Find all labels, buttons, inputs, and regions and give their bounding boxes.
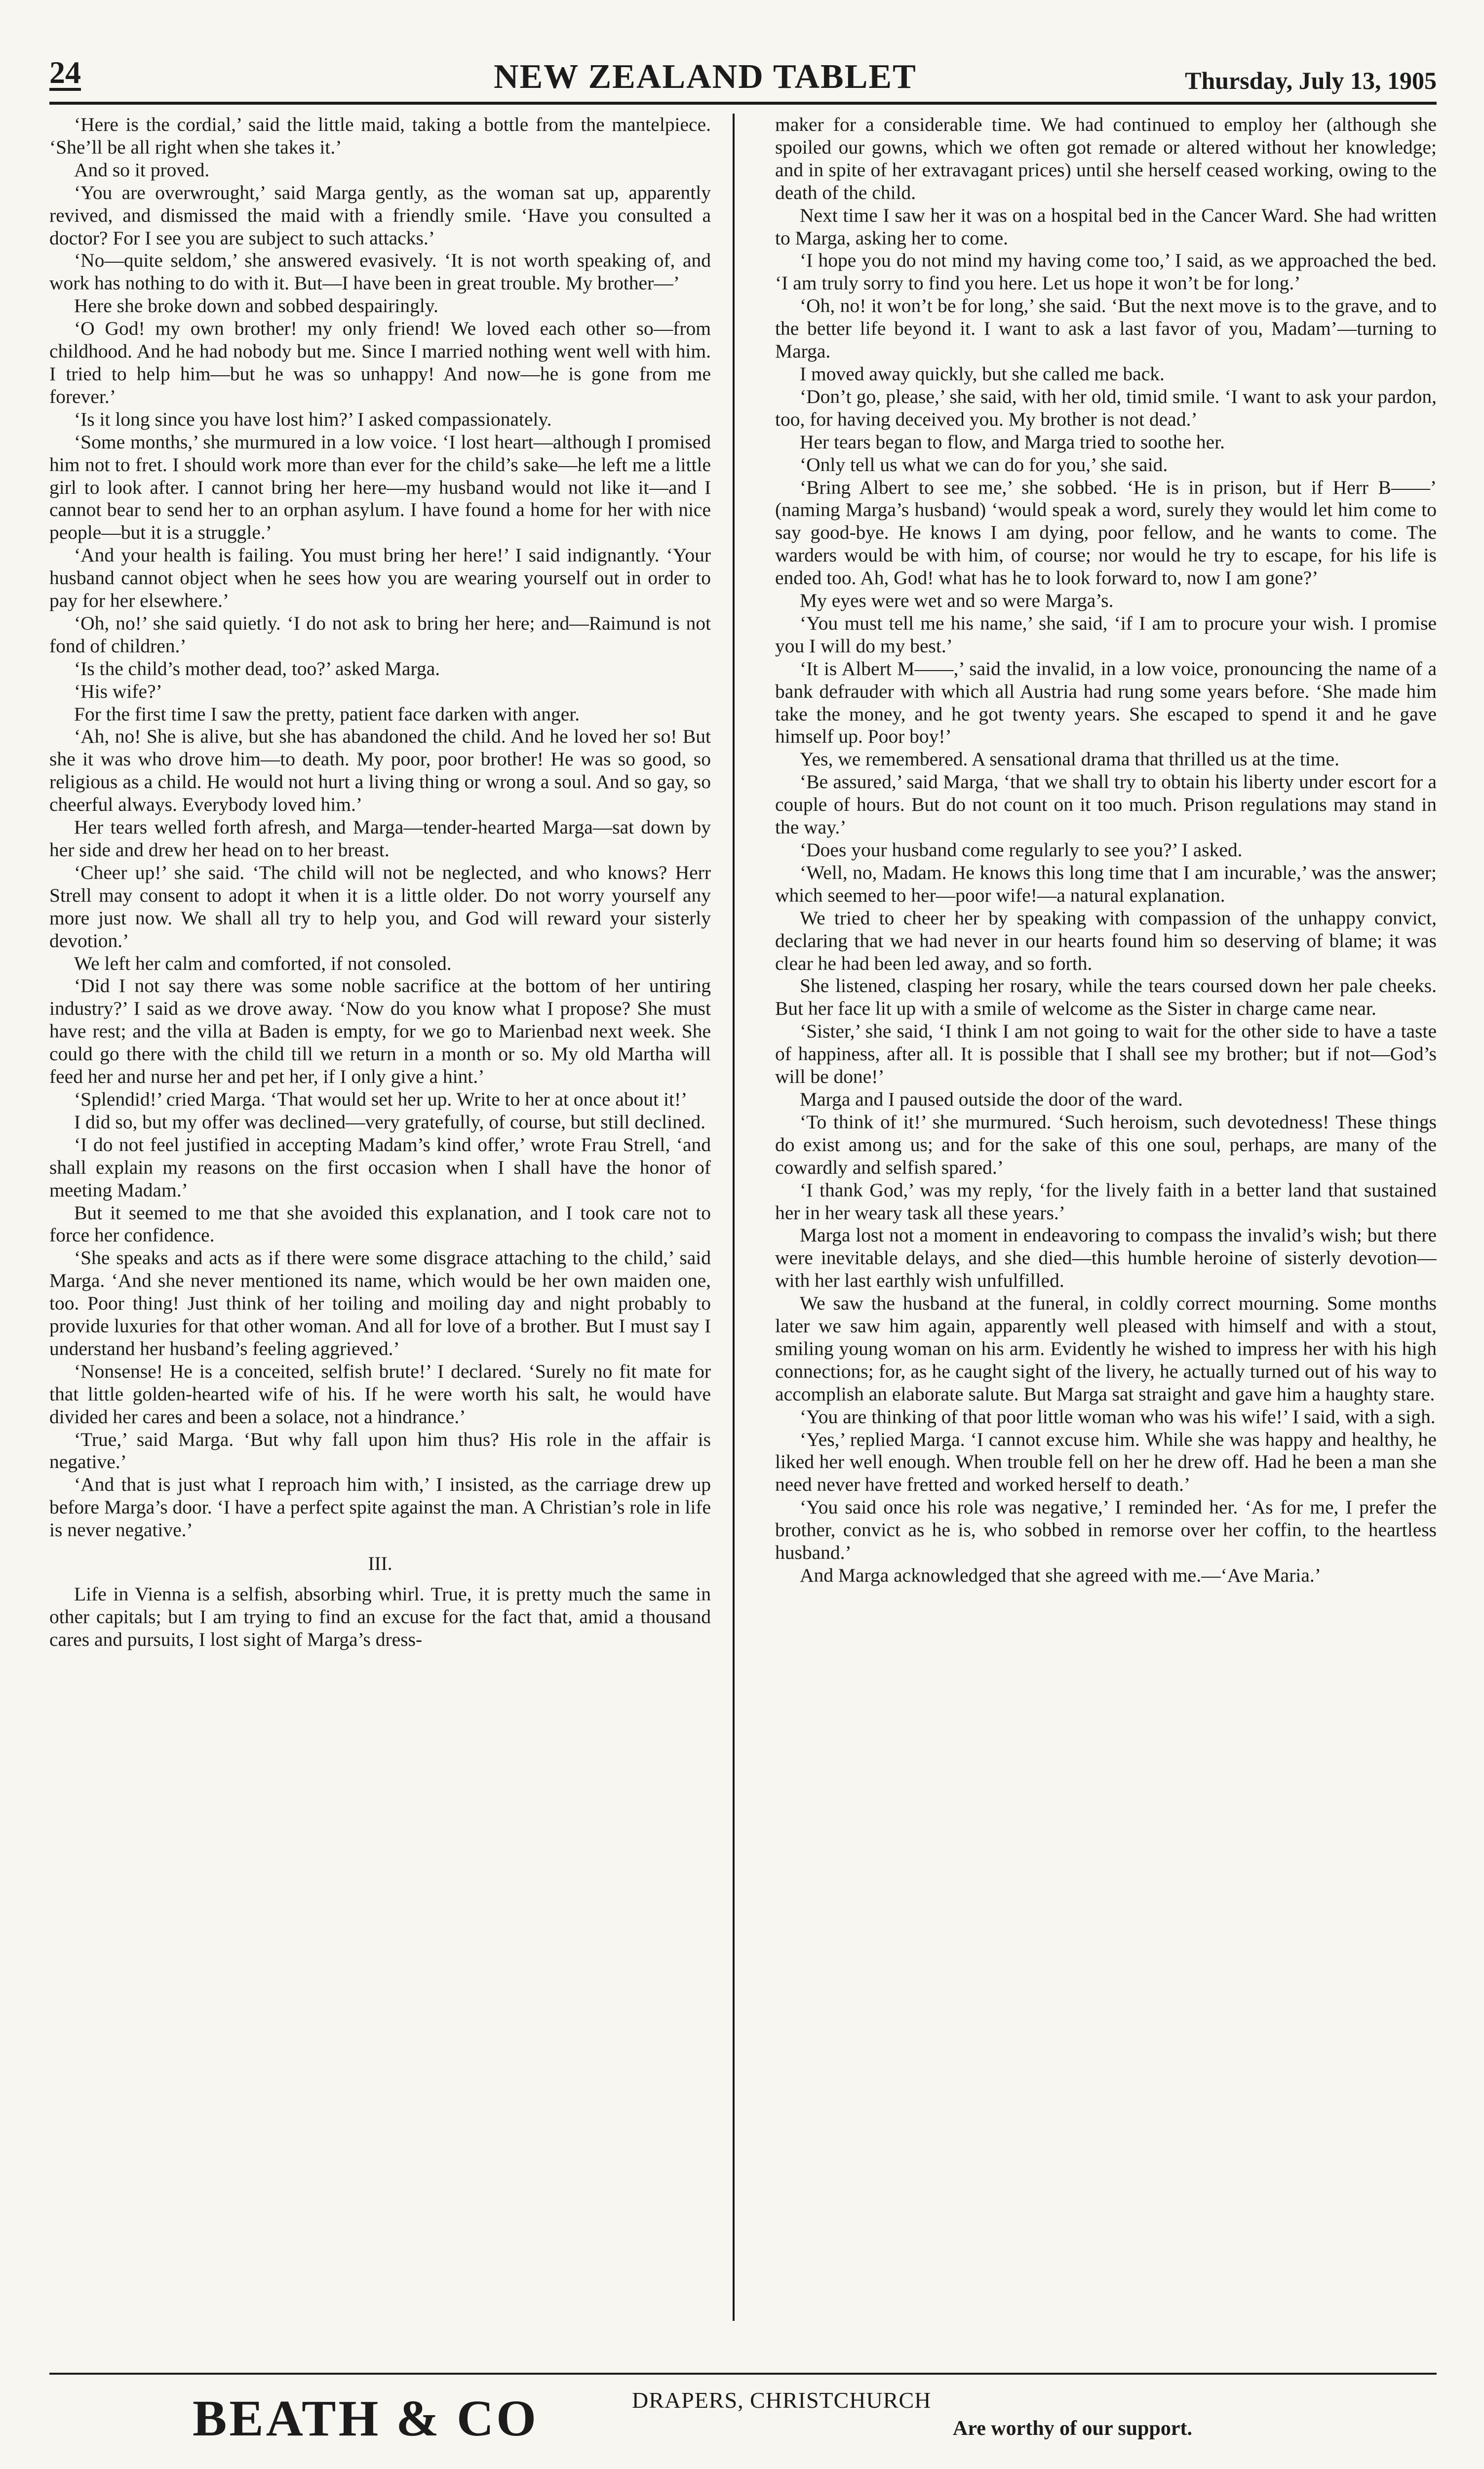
paragraph: ‘O God! my own brother! my only friend! We loved each other so—from childhood. And he had nobody but me. Since I married nothing went well with him. I tried to help him—but he was so unhappy! And now—he is gone from me forever.’ xyxy=(49,318,711,407)
paragraph: ‘I thank God,’ was my reply, ‘for the lively faith in a better land that sustained her in her weary task all these years.’ xyxy=(775,1179,1437,1224)
paragraph: And Marga acknowledged that she agreed with me.—‘Ave Maria.’ xyxy=(800,1564,1321,1586)
paragraph: ‘Bring Albert to see me,’ she sobbed. ‘He is in prison, but if Herr B——’ (naming Marga’s husband) ‘would speak a word, surely they would let him come to say good-bye. He knows I am dying, poor fellow, and he wants to come. The warders would be with him, of course; nor would he try to escape, for his life is ended too. Ah, God! what has he to look forward to, now I am gone?’ xyxy=(775,476,1437,589)
paragraph: ‘Is the child’s mother dead, too?’ asked Marga. xyxy=(74,657,440,679)
section-heading: III. xyxy=(368,1553,392,1575)
header-rule xyxy=(49,102,1437,105)
paragraph: ‘You are overwrought,’ said Marga gently, as the woman sat up, apparently revived, and dismissed the maid with a friendly smile. ‘Have you consulted a doctor? For I see you are subject to such attacks.’ xyxy=(49,181,711,249)
paragraph: ‘Oh, no! it won’t be for long,’ she said. ‘But the next move is to the grave, and to the better life beyond it. I want to ask a last favor of you, Madam’—turning to Marga. xyxy=(775,295,1437,362)
paragraph: ‘To think of it!’ she murmured. ‘Such heroism, such devotedness! These things do exist among us; and for the sake of this one soul, perhaps, are many of the cowardly and selfish spared.’ xyxy=(775,1111,1437,1178)
paragraph: ‘She speaks and acts as if there were some disgrace attaching to the child,’ said Marga. ‘And she never mentioned its name, which would be her own maiden one, too. Poor thing! Just think of her toiling and moiling day and night probably to provide luxuries for that other woman. And all for love of a brother. But I must say I understand her husband’s feeling aggrieved.’ xyxy=(49,1247,711,1359)
paragraph: ‘Yes,’ replied Marga. ‘I cannot excuse him. While she was happy and healthy, he liked her well enough. When trouble fell on her he drew off. Had he been a man she need never have fretted and worked herself to death.’ xyxy=(775,1428,1437,1496)
paragraph: ‘Don’t go, please,’ she said, with her old, timid smile. ‘I want to ask your pardon, too, for having deceived you. My brother is not dead.’ xyxy=(775,385,1437,430)
right-column xyxy=(775,114,1437,2311)
paragraph: maker for a considerable time. We had continued to employ her (although she spoiled our gowns, which we often got remade or altered without her knowledge; and in spite of her extravagant prices) until she herself ceased working, owing to the death of the child. xyxy=(775,114,1437,203)
paragraph: ‘Some months,’ she murmured in a low voice. ‘I lost heart—although I promised him not to fret. I should work more than ever for the child’s sake—he left me a little girl to look after. I cannot bring her here—my husband would not like it—and I cannot bear to send her to an orphan asylum. I have found a home for her with nice people—but it is a struggle.’ xyxy=(49,431,711,544)
paragraph: I moved away quickly, but she called me back. xyxy=(800,362,1165,385)
masthead xyxy=(49,54,1437,109)
paragraph: ‘And your health is failing. You must bring her here!’ I said indignantly. ‘Your husband cannot object when he sees how you are wearing yourself out in order to pay for her elsewhere.’ xyxy=(49,544,711,612)
paragraph: And so it proved. xyxy=(74,159,210,181)
paragraph: ‘No—quite seldom,’ she answered evasively. ‘It is not worth speaking of, and work has nothing to do with it. But—I have been in great trouble. My brother—’ xyxy=(49,249,711,294)
paragraph: We left her calm and comforted, if not consoled. xyxy=(74,952,452,974)
paragraph: Life in Vienna is a selfish, absorbing whirl. True, it is pretty much the same in other capitals; but I am trying to find an excuse for the fact that, amid a thousand cares and pursuits, I lost sight of Marga’s dress- xyxy=(49,1583,711,1650)
paragraph: Yes, we remembered. A sensational drama that thrilled us at the time. xyxy=(800,748,1339,770)
advert-trade: DRAPERS, CHRISTCHURCH xyxy=(632,2388,932,2413)
paragraph: ‘Does your husband come regularly to see you?’ I asked. xyxy=(800,839,1243,861)
paragraph: ‘Cheer up!’ she said. ‘The child will not be neglected, and who knows? Herr Strell may consent to adopt it when it is a little older. Do not worry yourself any more just now. We shall all try to help you, and God will reward your sisterly devotion.’ xyxy=(49,861,711,952)
paragraph: But it seemed to me that she avoided this explanation, and I took care not to force her confidence. xyxy=(49,1201,711,1246)
page-number: 24 xyxy=(49,55,81,90)
paragraph: ‘I hope you do not mind my having come too,’ I said, as we approached the bed. ‘I am truly sorry to find you here. Let us hope it won’t be for long.’ xyxy=(775,249,1437,294)
paragraph: I did so, but my offer was declined—very gratefully, of course, but still declined. xyxy=(74,1111,706,1133)
paragraph: ‘Only tell us what we can do for you,’ she said. xyxy=(800,453,1168,476)
paragraph: ‘Is it long since you have lost him?’ I asked compassionately. xyxy=(74,408,552,430)
paragraph: ‘True,’ said Marga. ‘But why fall upon him thus? His role in the affair is negative.’ xyxy=(49,1428,711,1473)
publication-title: NEW ZEALAND TABLET xyxy=(494,58,917,96)
paragraph: My eyes were wet and so were Marga’s. xyxy=(800,590,1114,612)
paragraph: ‘You must tell me his name,’ she said, ‘if I am to procure your wish. I promise you I will do my best.’ xyxy=(775,612,1437,657)
paragraph: We saw the husband at the funeral, in coldly correct mourning. Some months later we saw him again, apparently well pleased with himself and with a stout, smiling young woman on his arm. Evidently he wished to impress her with his high connections; for, as he caught sight of the livery, he actually turned out of his way to accomplish an elaborate salute. But Marga sat straight and gave him a haughty stare. xyxy=(775,1292,1437,1405)
paragraph: We tried to cheer her by speaking with compassion of the unhappy convict, declaring that we had never in our hearts found him so deserving of blame; it was clear he had been led away, and so forth. xyxy=(775,907,1437,974)
advert-firm-name: BEATH & CO xyxy=(193,2390,539,2447)
paragraph: ‘Here is the cordial,’ said the little maid, taking a bottle from the mantelpiece. ‘She’ll be all right when she takes it.’ xyxy=(49,114,711,158)
issue-date: Thursday, July 13, 1905 xyxy=(1185,67,1437,94)
paragraph: ‘Oh, no!’ she said quietly. ‘I do not ask to bring her here; and—Raimund is not fond of children.’ xyxy=(49,612,711,657)
paragraph: She listened, clasping her rosary, while the tears coursed down her pale cheeks. But her face lit up with a smile of welcome as the Sister in charge came near. xyxy=(775,975,1437,1020)
paragraph: ‘His wife?’ xyxy=(74,680,162,702)
paragraph: ‘You said once his role was negative,’ I reminded her. ‘As for me, I prefer the brother, convict as he is, who sobbed in remorse over her coffin, to the heartless husband.’ xyxy=(775,1496,1437,1564)
paragraph: ‘Well, no, Madam. He knows this long time that I am incurable,’ was the answer; which seemed to her—poor wife!—a natural explanation. xyxy=(775,861,1437,906)
advert-tagline: Are worthy of our support. xyxy=(953,2417,1192,2440)
left-column xyxy=(49,114,711,2311)
paragraph: ‘Ah, no! She is alive, but she has abandoned the child. And he loved her so! But she it was who drove him—to death. My poor, poor brother! He was so good, so religious as a child. He would not hurt a living thing or wrong a soul. And so gay, so cheerful always. Everybody loved him.’ xyxy=(49,725,711,816)
paragraph: For the first time I saw the pretty, patient face darken with anger. xyxy=(74,703,580,725)
paragraph: ‘And that is just what I reproach him with,’ I insisted, as the carriage drew up before Marga’s door. ‘I have a perfect spite against the man. A Christian’s role in life is never negative.’ xyxy=(49,1473,711,1541)
paragraph: ‘I do not feel justified in accepting Madam’s kind offer,’ wrote Frau Strell, ‘and shall explain my reasons on the first occasion when I shall have the honor of meeting Madam.’ xyxy=(49,1133,711,1201)
paragraph: Her tears began to flow, and Marga tried to soothe her. xyxy=(800,431,1225,453)
paragraph: Marga and I paused outside the door of the ward. xyxy=(800,1088,1183,1110)
advertisement xyxy=(49,2385,1437,2469)
paragraph: ‘Did I not say there was some noble sacrifice at the bottom of her untiring industry?’ I said as we drove away. ‘Now do you know what I propose? She must have rest; and the villa at Baden is empty, for we go to Marienbad next week. She could go there with the child till we return in a month or so. My old Martha will feed her and nurse her and pet her, if I only give a hint.’ xyxy=(49,975,711,1088)
paragraph: ‘Sister,’ she said, ‘I think I am not going to wait for the other side to have a taste of happiness, after all. It is possible that I shall see my brother; but if not—God’s will be done!’ xyxy=(775,1020,1437,1088)
paragraph: ‘You are thinking of that poor little woman who was his wife!’ I said, with a sigh. xyxy=(800,1405,1436,1428)
paragraph: ‘Be assured,’ said Marga, ‘that we shall try to obtain his liberty under escort for a couple of hours. But do not count on it too much. Prison regulations may stand in the way.’ xyxy=(775,771,1437,838)
paragraph: Here she broke down and sobbed despairingly. xyxy=(74,295,438,317)
paragraph: Marga lost not a moment in endeavoring to compass the invalid’s wish; but there were inevitable delays, and she died—this humble heroine of sisterly devotion—with her last earthly wish unfulfilled. xyxy=(775,1224,1437,1292)
paragraph: ‘Splendid!’ cried Marga. ‘That would set her up. Write to her at once about it!’ xyxy=(74,1088,688,1110)
paragraph: Next time I saw her it was on a hospital bed in the Cancer Ward. She had written to Marga, asking her to come. xyxy=(775,204,1437,249)
column-divider xyxy=(733,114,735,2321)
paragraph: ‘Nonsense! He is a conceited, selfish brute!’ I declared. ‘Surely no fit mate for that little golden-hearted wife of his. If he were worth his salt, he would have divided her cares and been a solace, not a hindrance.’ xyxy=(49,1360,711,1428)
footer-rule xyxy=(49,2373,1437,2375)
paragraph: ‘It is Albert M——,’ said the invalid, in a low voice, pronouncing the name of a bank defrauder with which all Austria had rung some years before. ‘She made him take the money, and he got twenty years. She escaped to spend it and he gave himself up. Poor boy!’ xyxy=(775,657,1437,748)
paragraph: Her tears welled forth afresh, and Marga—tender-hearted Marga—sat down by her side and drew her head on to her breast. xyxy=(49,816,711,861)
